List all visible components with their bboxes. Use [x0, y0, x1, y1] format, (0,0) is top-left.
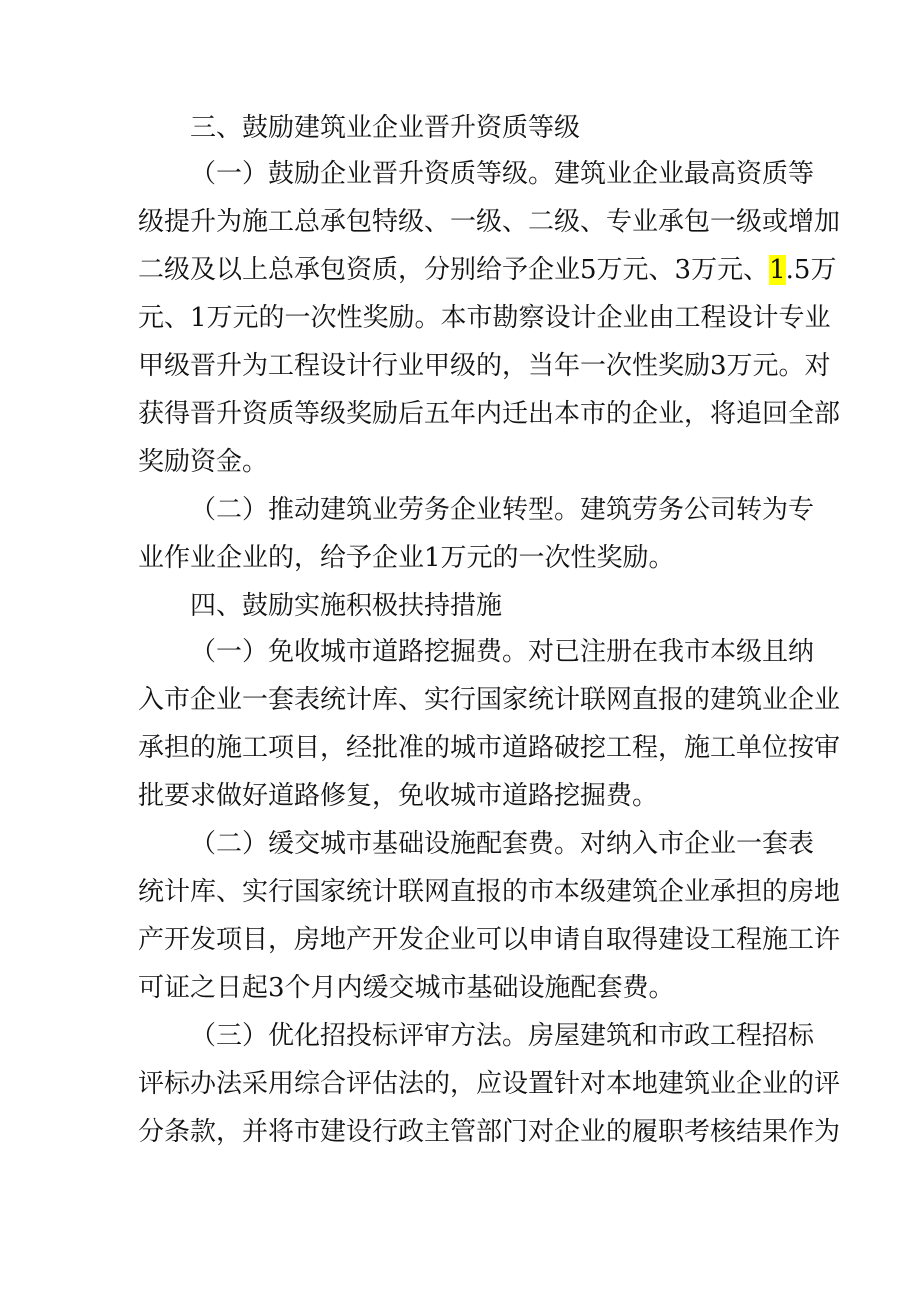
s3-p1-line-4: 元、1万元的一次性奖励。本市勘察设计企业由工程设计专业: [138, 303, 831, 333]
s3-p1-line-1: （一）鼓励企业晋升资质等级。建筑业企业最高资质等: [190, 159, 815, 189]
s4-p2-line-3: 产开发项目，房地产开发企业可以申请自取得建设工程施工许: [138, 925, 841, 955]
s4-p1-line-2: 入市企业一套表统计库、实行国家统计联网直报的建筑业企业: [138, 685, 841, 715]
s3-p1-line-6: 获得晋升资质等级奖励后五年内迁出本市的企业，将追回全部: [138, 399, 841, 429]
s3-p1-line-7: 奖励资金。: [138, 447, 269, 477]
s3-p1-line-5: 甲级晋升为工程设计行业甲级的，当年一次性奖励3万元。对: [138, 351, 831, 381]
s4-p3-line-3: 分条款，并将市建设行政主管部门对企业的履职考核结果作为: [138, 1117, 841, 1147]
s3-p1-line-2: 级提升为施工总承包特级、一级、二级、专业承包一级或增加: [138, 207, 841, 237]
s3-p1-line-3: [138, 252, 837, 288]
s4-p2-line-1: （二）缓交城市基础设施配套费。对纳入市企业一套表: [190, 829, 815, 859]
s4-p1-line-3: 承担的施工项目，经批准的城市道路破挖工程，施工单位按审: [138, 733, 841, 763]
s4-p1-line-1: （一）免收城市道路挖掘费。对已注册在我市本级且纳: [190, 637, 815, 667]
s4-p1-line-4: 批要求做好道路修复，免收城市道路挖掘费。: [138, 781, 659, 811]
section-4-heading: 四、鼓励实施积极扶持措施: [190, 591, 503, 621]
s4-p2-line-2: 统计库、实行国家统计联网直报的市本级建筑企业承担的房地: [138, 877, 841, 907]
s4-p3-line-1: （三）优化招投标评审方法。房屋建筑和市政工程招标: [190, 1021, 815, 1051]
s4-p3-line-2: 评标办法采用综合评估法的，应设置针对本地建筑业企业的评: [138, 1069, 841, 1099]
s3-p1-line-3-text: 二级及以上总承包资质，分别给予企业5万元、3万元、: [138, 255, 770, 285]
s3-p1-line-3-tail: .5万: [785, 255, 837, 285]
s3-p2-line-2: 业作业企业的，给予企业1万元的一次性奖励。: [138, 543, 675, 573]
s3-p2-line-1: （二）推动建筑业劳务企业转型。建筑劳务公司转为专: [190, 495, 815, 525]
highlighted-text: 1: [769, 255, 786, 285]
section-3-heading: 三、鼓励建筑业企业晋升资质等级: [190, 113, 581, 143]
s4-p2-line-4: 可证之日起3个月内缓交城市基础设施配套费。: [138, 973, 675, 1003]
